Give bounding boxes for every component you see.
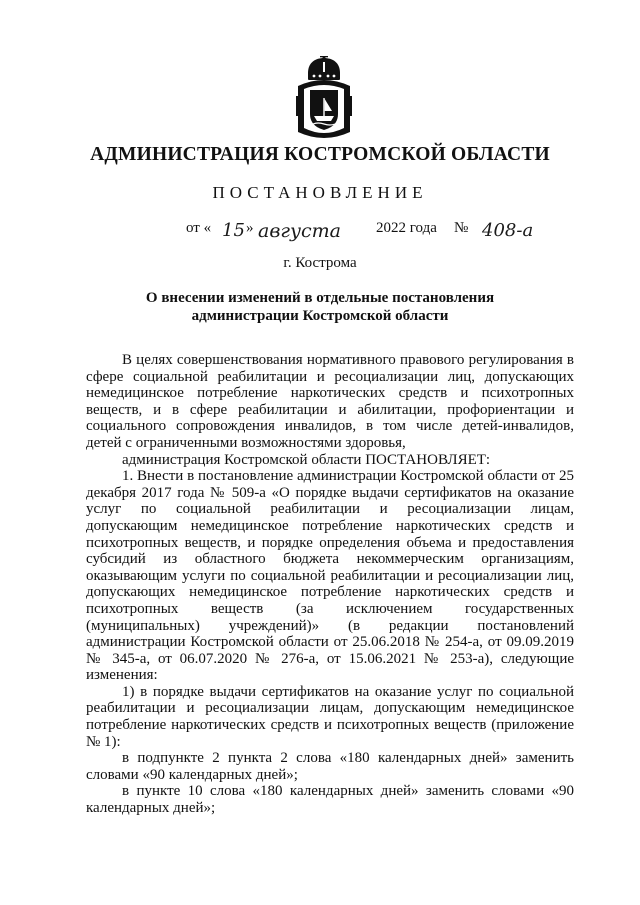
paragraph: в подпункте 2 пункта 2 слова «180 календарных дней» заменить словами «90 календарных дней»; bbox=[86, 750, 574, 783]
city-name: г. Кострома bbox=[283, 255, 357, 271]
document-body bbox=[86, 352, 574, 817]
document-number-handwritten: 408-а bbox=[482, 220, 534, 241]
subject-line-2: администрации Костромской области bbox=[191, 308, 449, 324]
date-year: 2022 года bbox=[376, 220, 437, 236]
paragraph: 1) в порядке выдачи сертификатов на оказание услуг по социальной реабилитации и ресоциализации лицам, допускающим немедицинское потребление наркотических средств и психотропных веществ (приложение № 1): bbox=[86, 683, 574, 750]
paragraph: В целях совершенствования нормативного правового регулирования в сфере социальной реабилитации и ресоциализации лиц, допускающих немедицинское потребление наркотических средств и психотропных веществ, и в сфере реабилитации и абилитации, профориентации и социального сопровождения инвалидов, в том числе детей-инвалидов, детей с ограниченными возможностями здоровья, bbox=[86, 352, 574, 451]
document-type: ПОСТАНОВЛЕНИЕ bbox=[212, 183, 428, 202]
paragraph: администрация Костромской области ПОСТАНОВЛЯЕТ: bbox=[122, 451, 491, 468]
document-subject bbox=[120, 289, 520, 325]
number-sign: № bbox=[454, 220, 469, 236]
subject-line-1: О внесении изменений в отдельные постановления bbox=[145, 290, 495, 306]
date-day-handwritten: 15 bbox=[222, 220, 245, 241]
date-month-handwritten: августа bbox=[258, 220, 341, 242]
date-number-line bbox=[186, 212, 566, 242]
date-quote-close: » bbox=[246, 220, 254, 236]
paragraph: в пункте 10 слова «180 календарных дней» заменить словами «90 календарных дней»; bbox=[86, 783, 574, 817]
coat-of-arms-icon bbox=[294, 56, 354, 142]
date-prefix: от « bbox=[186, 220, 212, 236]
paragraph: 1. Внести в постановление администрации Костромской области от 25 декабря 2017 года № 509-а «О порядке выдачи сертификатов на оказание услуг по социальной реабилитации и ресоциализации лицам, допускающим немедицинское потребление наркотических средств и психотропных веществ, и порядке определения объема и предоставления субсидий из областного бюджета некоммерческим организациям, оказывающим услуги по социальной реабилитации и ресоциализации лиц, допускающих немедицинское потребление наркотических средств и психотропных веществ (за исключением государственных (муниципальных) учреждений)» (в редакции постановлений администрации Костромской области от 25.06.2018 № 254-а, от 09.09.2019 № 345-а, от 06.07.2020 № 276-а, от 15.06.2021 № 253-а), следующие изменения: bbox=[86, 468, 574, 684]
organization-name: АДМИНИСТРАЦИЯ КОСТРОМСКОЙ ОБЛАСТИ bbox=[90, 144, 550, 165]
